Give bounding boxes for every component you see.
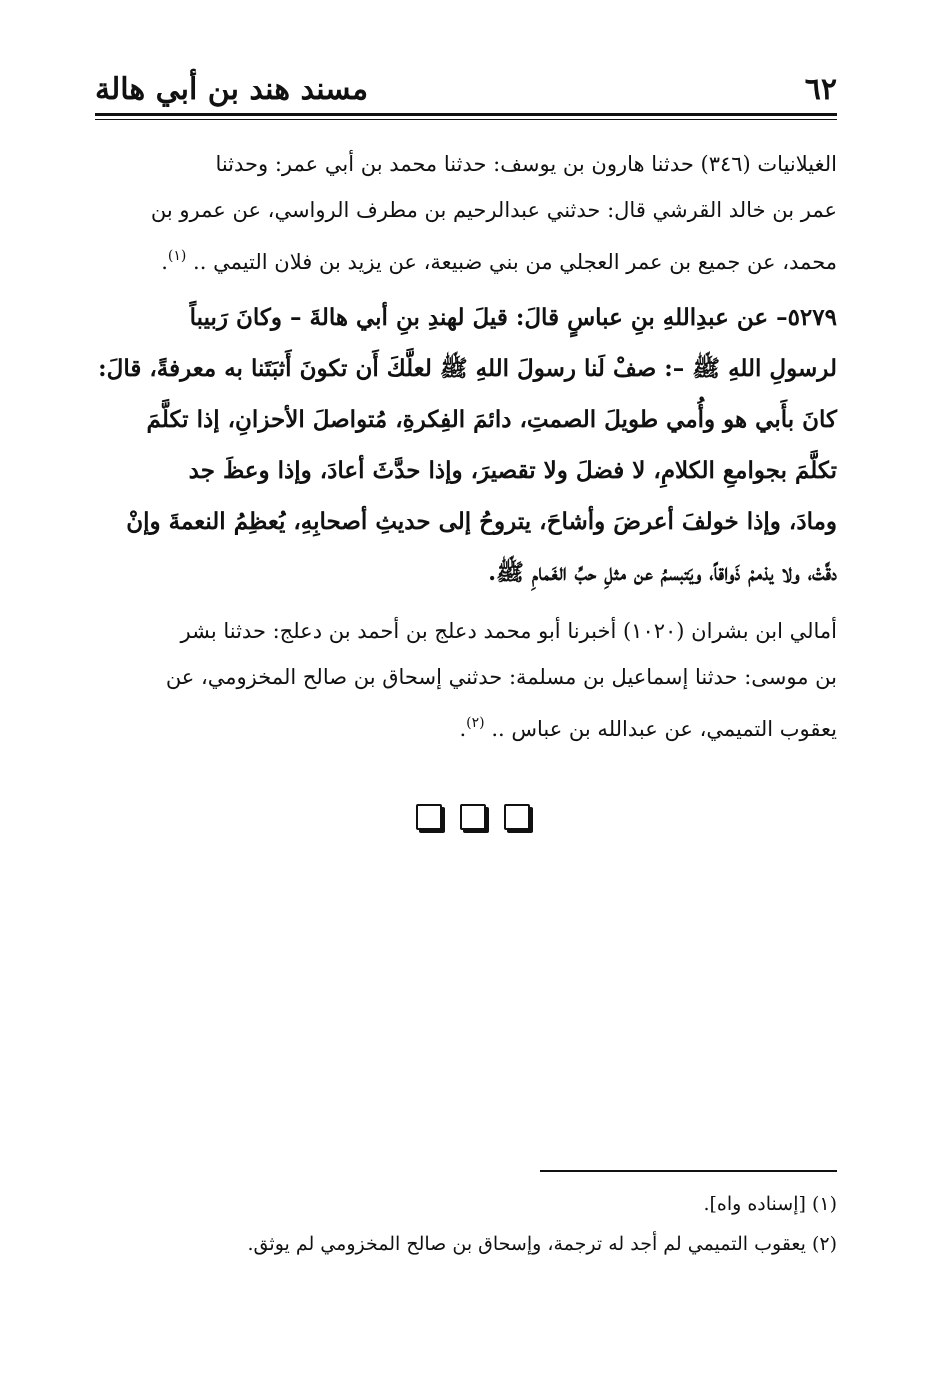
hadith-line: كانَ بأَبي هو وأُمي طويلَ الصمتِ، دائمَ الفِكرةِ، مُتواصلَ الأحزانِ، إذا تكلَّمَ [146,406,837,433]
hadith-line: ٥٢٧٩– عن عبدِاللهِ بنِ عباسٍ قالَ: قيلَ لهندِ بنِ أبي هالةَ – وكانَ رَبيباً [189,304,837,331]
text-line: أمالي ابن بشران (١٠٢٠) أخبرنا أبو محمد دعلج بن أحمد بن دعلج: حدثنا بشر [180,619,837,643]
square-ornament-icon [504,804,530,830]
hadith-line: دقَّتْ، ولا يذممْ ذَواقاً، ويَتبسمُ عن مثلِ حبِّ الغَمامِ ﷺ. [488,559,837,586]
running-title: مسند هند بن أبي هالة [95,72,369,107]
header-rule-thick [95,113,837,116]
text-line-content: يعقوب التميمي، عن عبدالله بن عباس .. [491,717,837,741]
header-rule-thin [95,119,837,120]
footnote-ref-2: (٢) [466,715,485,731]
page-number: ٦٢ [804,72,837,107]
page-header [95,72,837,112]
square-ornament-icon [460,804,486,830]
footnote-text: [إسناده واه]. [703,1193,806,1215]
line-end-mark: . [459,717,467,741]
text-line: عمر بن خالد القرشي قال: حدثني عبدالرحيم بن مطرف الرواسي، عن عمرو بن [150,198,837,222]
hadith-5279 [95,292,837,598]
text-line [95,700,837,752]
hadith-line: تكلَّمَ بجوامعِ الكلامِ، لا فضلَ ولا تقصيرَ، وإذا حدَّثَ أعادَ، وإذا وعظَ جد [188,457,837,484]
footnotes [95,1184,837,1264]
footnote-number: (٢) [811,1233,837,1255]
footnote-rule [540,1170,837,1172]
footnote-2 [95,1224,837,1264]
text-line: الغيلانيات (٣٤٦) حدثنا هارون بن يوسف: حدثنا محمد بن أبي عمر: وحدثنا [215,152,837,176]
footnote-ref-1: (١) [167,248,187,264]
section-separator [0,804,946,834]
source-paragraph-1 [95,141,837,285]
hadith-line: لرسولِ اللهِ ﷺ –: صفْ لَنا رسولَ اللهِ ﷺ لعلَّكَ أَن تكونَ أَثبَتَنا به معرفةً، قالَ: [98,355,837,382]
footnote-number: (١) [811,1193,837,1215]
square-ornament-icon [416,804,442,830]
line-end-mark: . [161,250,168,274]
text-line: بن موسى: حدثنا إسماعيل بن مسلمة: حدثني إسحاق بن صالح المخزومي، عن [165,665,837,689]
text-line-content: محمد، عن جميع بن عمر العجلي من بني ضبيعة، عن يزيد بن فلان التيمي .. [193,250,837,274]
source-paragraph-2 [95,608,837,752]
hadith-line: ومادَ، وإذا خولفَ أعرضَ وأشاحَ، يتروحُ إلى حديثِ أصحابِهِ، يُعظِمُ النعمةَ وإنْ [126,508,837,535]
footnote-text: يعقوب التميمي لم أجد له ترجمة، وإسحاق بن صالح المخزومي لم يوثق. [247,1233,806,1255]
footnote-1 [95,1184,837,1224]
text-line [95,233,837,285]
